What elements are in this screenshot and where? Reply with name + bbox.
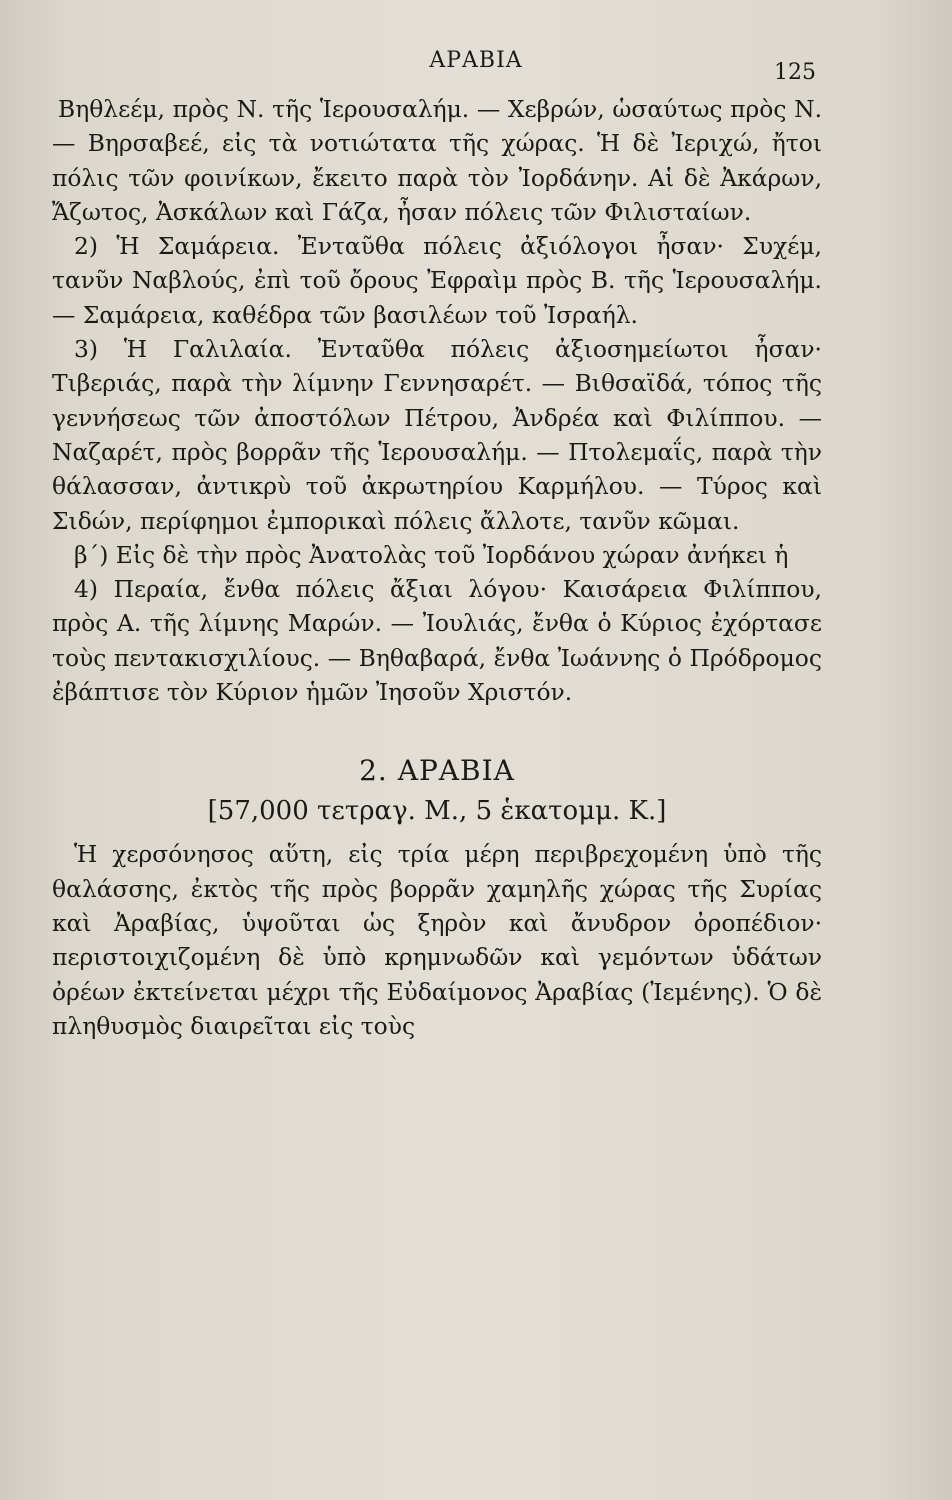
spacer [52,709,822,743]
paragraph-peraea: 4) Περαία, ἔνθα πόλεις ἄξιαι λόγου· Καισάρεια Φιλίππου, πρὸς Α. τῆς λίμνης Μαρών. — Ἰουλιάς, ἔνθα ὁ Κύριος ἐχόρτασε τοὺς πεντακισχιλίους. — Βηθαβαρά, ἔνθα Ἰωάννης ὁ Πρόδρομος ἐβάπτισε τὸν Κύριον ἡμῶν Ἰησοῦν Χριστόν. [52,575,822,707]
paragraph-arabia: Ἡ χερσόνησος αὕτη, εἰς τρία μέρη περιβρεχομένη ὑπὸ τῆς θαλάσσης, ἐκτὸς τῆς πρὸς βορρᾶν χαμηλῆς χώρας τῆς Συρίας καὶ Ἀραβίας, ὑψοῦται ὡς ξηρὸν καὶ ἄνυδρον ὀροπέδιον· περιστοιχιζομένη δὲ ὑπὸ κρημνωδῶν καὶ γεμόντων ὑδάτων ὀρέων ἐκτείνεται μέχρι τῆς Εὐδαίμονος Ἀραβίας (Ἰεμένης). Ὁ δὲ πληθυσμὸς διαιρεῖται εἰς τοὺς [52,840,822,1040]
paragraph-east-jordan: β´) Εἰς δὲ τὴν πρὸς Ἀνατολὰς τοῦ Ἰορδάνου χώραν ἀνήκει ἡ [74,540,789,569]
page-number: 125 [774,60,816,85]
page-header [0,40,952,85]
section-title: 2. ΑΡΑΒΙΑ [359,754,515,788]
section-subtitle: [57,000 τετραγ. Μ., 5 ἑκατομμ. Κ.] [207,796,667,827]
paragraph-judea-cities: Βηθλεέμ, πρὸς Ν. τῆς Ἱερουσαλήμ. — Χεβρών, ὡσαύτως πρὸς Ν. — Βηρσαβεέ, εἰς τὰ νοτιώτατα τῆς χώρας. Ἡ δὲ Ἰεριχώ, ἤτοι πόλις τῶν φοινίκων, ἔκειτο παρὰ τὸν Ἰορδάνην. Αἱ δὲ Ἀκάρων, Ἄζωτος, Ἀσκάλων καὶ Γάζα, ἦσαν πόλεις τῶν Φιλισταίων. [52,95,822,226]
running-title: ΑΡΑΒΙΑ [429,48,523,73]
page-body [52,92,822,1043]
paragraph-samaria: 2) Ἡ Σαμάρεια. Ἐνταῦθα πόλεις ἀξιόλογοι ἦσαν· Συχέμ, τανῦν Ναβλούς, ἐπὶ τοῦ ὄρους Ἐφραὶμ πρὸς Β. τῆς Ἱερουσαλήμ. — Σαμάρεια, καθέδρα τῶν βασιλέων τοῦ Ἰσραήλ. [52,232,822,329]
paragraph-galilee: 3) Ἡ Γαλιλαία. Ἐνταῦθα πόλεις ἀξιοσημείωτοι ἦσαν· Τιβεριάς, παρὰ τὴν λίμνην Γεννησαρέτ. — Βιθσαϊδά, τόπος τῆς γεννήσεως τῶν ἀποστόλων Πέτρου, Ἀνδρέα καὶ Φιλίππου. — Ναζαρέτ, πρὸς βορρᾶν τῆς Ἱερουσαλήμ. — Πτολεμαΐς, παρὰ τὴν θάλασσαν, ἀντικρὺ τοῦ ἀκρωτηρίου Καρμήλου. — Τύρος καὶ Σιδών, περίφημοι ἐμπορικαὶ πόλεις ἄλλοτε, τανῦν κῶμαι. [52,335,822,535]
